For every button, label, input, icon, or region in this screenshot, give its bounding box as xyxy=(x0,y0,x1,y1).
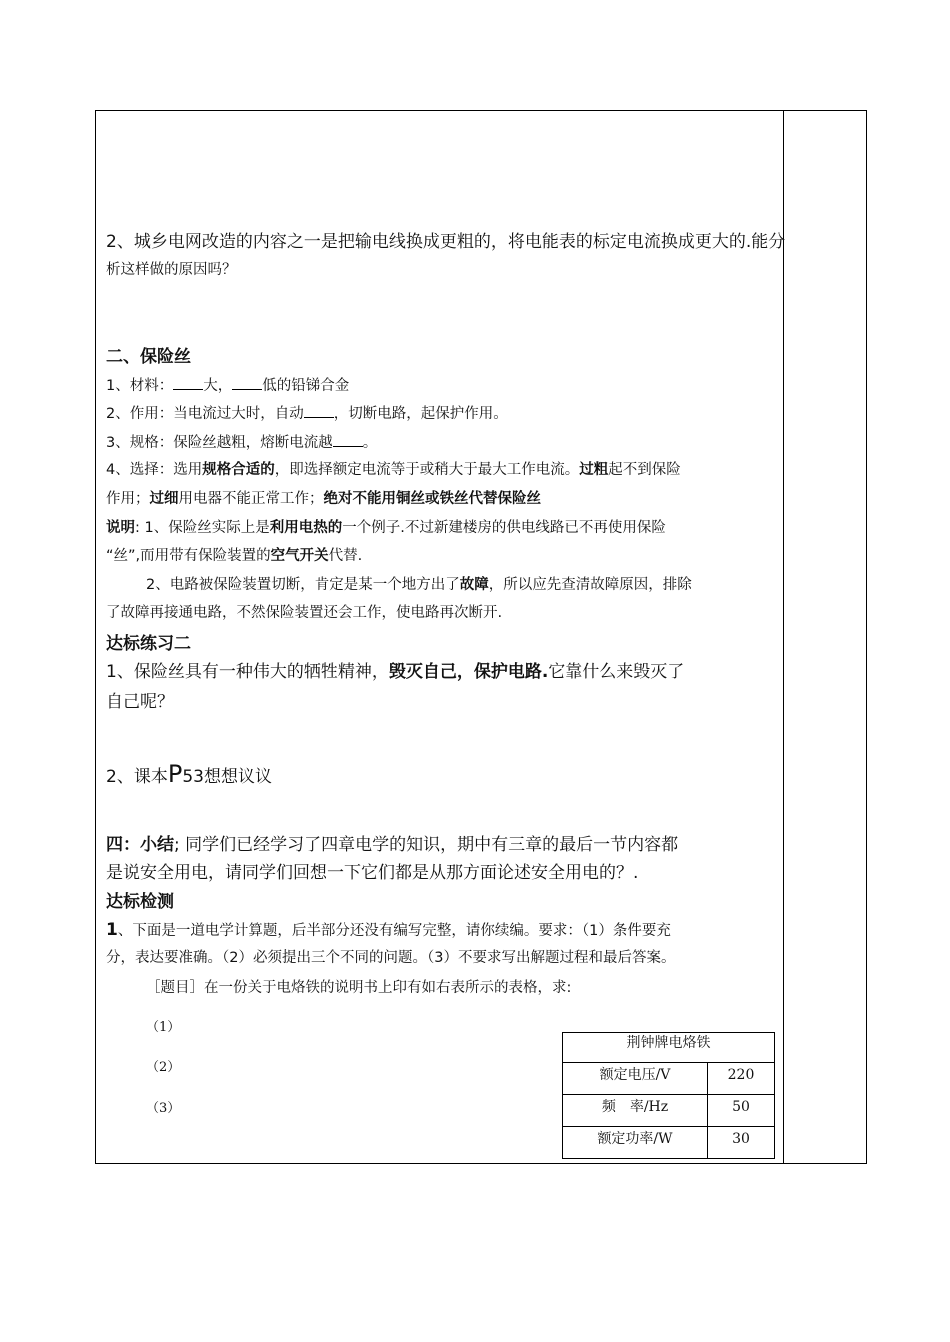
blank xyxy=(304,403,334,418)
practice2-q2: 2、课本P53想想议议 xyxy=(106,760,272,788)
spec-table-row xyxy=(563,1095,774,1127)
spec-label: 额定电压/V xyxy=(563,1063,708,1094)
fuse-spec: 3、规格：保险丝越粗，熔断电流越 。 xyxy=(106,432,377,453)
q2-line1: 2、城乡电网改造的内容之一是把输电线换成更粗的，将电能表的标定电流换成更大的.能分 xyxy=(106,232,786,252)
spec-value: 220 xyxy=(727,1067,755,1083)
summary-line2: 是说安全用电，请同学们回想一下它们都是从那方面论述安全用电的？. xyxy=(106,863,639,883)
answer-blank-2: （2） xyxy=(146,1060,181,1075)
column-divider xyxy=(783,110,784,1164)
fuse-select-line2: 作用；过细用电器不能正常工作；绝对不能用铜丝或铁丝代替保险丝 xyxy=(106,491,541,507)
spec-table-row xyxy=(563,1127,774,1159)
fuse-note2-line2: 了故障再接通电路，不然保险装置还会工作，使电路再次断开. xyxy=(106,605,503,621)
spec-table xyxy=(562,1032,775,1159)
spec-table-row xyxy=(563,1063,774,1095)
spec-value: 50 xyxy=(732,1099,750,1115)
spec-label: 频 率/Hz xyxy=(563,1095,708,1126)
fuse-select-line1: 4、选择：选用规格合适的，即选择额定电流等于或稍大于最大工作电流。过粗起不到保险 xyxy=(106,462,681,478)
fuse-note-line2: “丝”,而用带有保险装置的空气开关代替. xyxy=(106,548,363,564)
blank xyxy=(333,432,363,447)
q2-line2: 析这样做的原因吗？ xyxy=(106,262,237,278)
test-q1-line1: 1、下面是一道电学计算题，后半部分还没有编写完整，请你续编。要求：（1）条件要充 xyxy=(106,920,671,940)
test-problem: ［题目］在一份关于电烙铁的说明书上印有如右表所示的表格，求: xyxy=(146,980,572,996)
practice2-q1-line1: 1、保险丝具有一种伟大的牺牲精神，毁灭自己，保护电路.它靠什么来毁灭了 xyxy=(106,662,685,682)
fuse-note-line1: 说明: 1、保险丝实际上是利用电热的一个例子.不过新建楼房的供电线路已不再使用保险 xyxy=(106,520,666,536)
test-q1-line2: 分，表达要准确。（2）必须提出三个不同的问题。（3）不要求写出解题过程和最后答案。 xyxy=(106,950,676,966)
spec-value: 30 xyxy=(732,1131,750,1147)
spec-label: 额定功率/W xyxy=(563,1127,708,1159)
summary-line1: 四：小结; 同学们已经学习了四章电学的知识，期中有三章的最后一节内容都 xyxy=(106,835,679,855)
test-heading: 达标检测 xyxy=(106,892,174,912)
fuse-material: 1、材料： 大， 低的铅锑合金 xyxy=(106,375,349,396)
spec-table-title: 荆钟牌电烙铁 xyxy=(563,1033,774,1063)
blank xyxy=(232,375,262,390)
practice2-heading: 达标练习二 xyxy=(106,634,191,654)
blank xyxy=(173,375,203,390)
answer-blank-1: （1） xyxy=(146,1020,181,1035)
answer-blank-3: （3） xyxy=(146,1101,181,1116)
fuse-note2-line1: 2、电路被保险装置切断，肯定是某一个地方出了故障，所以应先查清故障原因，排除 xyxy=(146,577,692,593)
fuse-heading: 二、保险丝 xyxy=(106,347,191,367)
practice2-q1-line2: 自己呢？ xyxy=(106,692,174,712)
fuse-function: 2、作用：当电流过大时，自动 ，切断电路，起保护作用。 xyxy=(106,403,508,424)
